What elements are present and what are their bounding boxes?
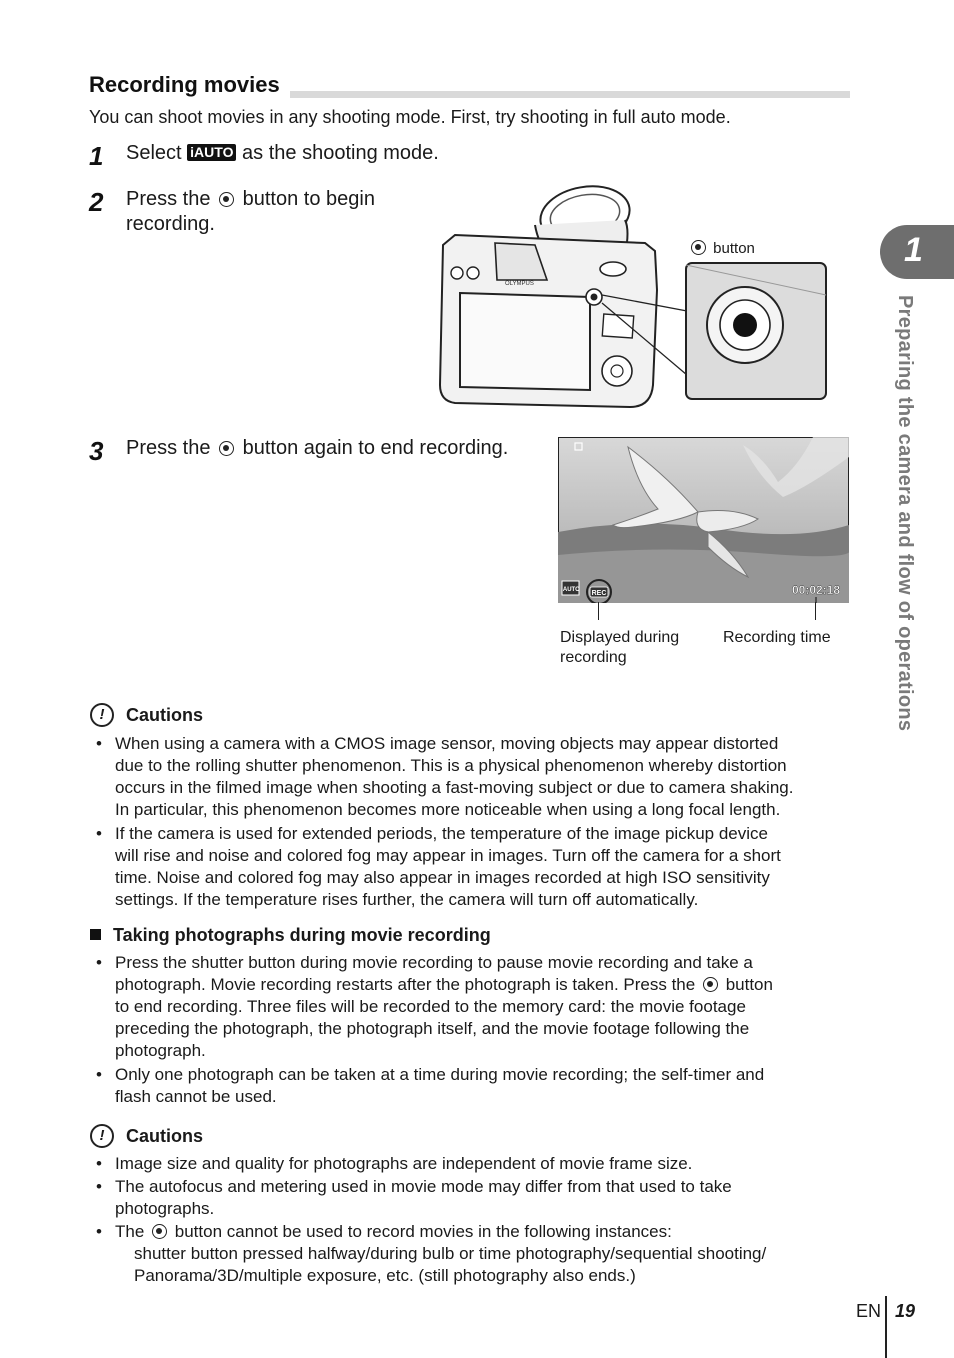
list-item-line: to end recording. Three files will be recorded to the memory card: the movie footage: [115, 997, 746, 1016]
movie-button-icon: [152, 1224, 167, 1239]
caption-line: recording: [560, 649, 627, 666]
list-note-line: Panorama/3D/multiple exposure, etc. (still photography also ends.): [134, 1266, 636, 1285]
recording-time-display: 00:02:18: [791, 583, 841, 597]
photos-list: [89, 952, 859, 1108]
list-item: [89, 1064, 859, 1108]
caution-icon: !: [90, 1124, 114, 1148]
movie-button-icon: [691, 240, 706, 255]
caution-icon: !: [90, 703, 114, 727]
page-number: 19: [895, 1301, 916, 1321]
list-item-line: will rise and noise and colored fog may appear in images. Turn off the camera for a short: [115, 846, 781, 865]
movie-button-callout: [688, 239, 755, 259]
list-item-line: • If the camera is used for extended periods, the temperature of the image pickup device: [115, 824, 768, 843]
list-item-line: time. Noise and colored fog may also appear in images recorded at high ISO sensitivity: [115, 868, 770, 887]
step-2-text-after: button to begin: [242, 188, 375, 210]
list-item: [89, 1153, 859, 1175]
caption-displayed-during-recording: [560, 628, 679, 668]
step-2-text: [126, 187, 375, 237]
list-item-line: settings. If the temperature rises further, the camera will turn off automatically.: [115, 890, 699, 909]
chapter-tab: [880, 225, 954, 279]
list-item-line: [115, 1221, 859, 1243]
cautions-list: [89, 733, 859, 911]
list-item-line: • When using a camera with a CMOS image sensor, moving objects may appear distorted: [115, 734, 779, 753]
list-item-line: photograph.: [115, 1041, 206, 1060]
subsection-title: Taking photographs during movie recording: [113, 925, 491, 945]
recording-screen-photo: [558, 437, 849, 603]
footer-language: EN: [856, 1301, 882, 1321]
list-item-text: button cannot be used to record movies in the following instances:: [174, 1222, 672, 1241]
list-item: [89, 823, 859, 911]
callout-line-time: [815, 602, 816, 620]
step-1-text: [126, 141, 439, 166]
step-2-text-before: Press the: [126, 188, 211, 210]
step-1-number: 1: [89, 141, 104, 171]
movie-button-icon: [219, 192, 234, 207]
step-2-text-line2: recording.: [126, 213, 215, 235]
camera-illustration: [425, 185, 835, 413]
list-item: [89, 733, 859, 821]
list-item: [89, 1221, 859, 1243]
cautions-list-2: [89, 1153, 859, 1287]
list-item-line: photographs.: [115, 1199, 215, 1218]
caption-line: Displayed during: [560, 629, 680, 646]
step-3-text-after: button again to end recording.: [242, 437, 509, 459]
callout-line-rec: [598, 602, 599, 620]
list-item-line: • Image size and quality for photographs are independent of movie frame size.: [115, 1154, 693, 1173]
list-item-line: occurs in the filmed image when shooting a fast-moving subject or due to camera shaking.: [115, 778, 794, 797]
section-heading: Recording movies: [89, 72, 280, 97]
list-item-text: The: [115, 1222, 145, 1241]
movie-button-icon: [219, 441, 234, 456]
list-note-line: shutter button pressed halfway/during bulb or time photography/sequential shooting/: [134, 1244, 767, 1263]
callout-label: button: [713, 240, 755, 257]
chapter-number: 1: [904, 231, 923, 269]
list-item-text: photograph. Movie recording restarts after the photograph is taken. Press the: [115, 975, 696, 994]
list-item: [89, 952, 859, 1062]
subsection-heading: [90, 925, 491, 946]
step-2-number: 2: [89, 187, 104, 217]
list-item-line: • The autofocus and metering used in movie mode may differ from that used to take: [115, 1177, 732, 1196]
step-3-text: [126, 436, 508, 461]
list-item-line: flash cannot be used.: [115, 1087, 277, 1106]
intro-text: You can shoot movies in any shooting mode. First, try shooting in full auto mode.: [89, 107, 731, 127]
camera-brand-text: OLYMPUS: [505, 281, 534, 287]
step-3-number: 3: [89, 436, 104, 466]
caption-recording-time: Recording time: [723, 629, 831, 646]
step-3-text-before: Press the: [126, 437, 211, 459]
list-item-text: button: [725, 975, 773, 994]
step-1-text-before: Select: [126, 142, 182, 164]
list-item-line: preceding the photograph, the photograph itself, and the movie footage following the: [115, 1019, 750, 1038]
heading-rule: [290, 91, 850, 98]
list-note: [89, 1243, 859, 1287]
step-1-text-after: as the shooting mode.: [242, 142, 439, 164]
cautions-heading: Cautions: [126, 705, 204, 725]
list-item-line: In particular, this phenomenon becomes more noticeable when using a long focal length.: [115, 800, 781, 819]
footer-divider: [885, 1296, 887, 1358]
list-item-line: • Press the shutter button during movie recording to pause movie recording and take a: [115, 953, 753, 972]
list-item-line: due to the rolling shutter phenomenon. This is a physical phenomenon whereby distortion: [115, 756, 787, 775]
list-item: [89, 1176, 859, 1220]
iauto-mode-icon: iAUTO: [187, 144, 236, 161]
list-item-line: [115, 974, 859, 996]
movie-button-icon: [703, 977, 718, 992]
cautions-heading: Cautions: [126, 1126, 204, 1146]
chapter-title-vertical: Preparing the camera and flow of operations: [894, 295, 916, 732]
square-bullet-icon: [90, 929, 101, 940]
screen-mode-label: iAUTO: [561, 587, 580, 593]
rec-indicator: REC: [591, 590, 607, 597]
list-item-line: • Only one photograph can be taken at a time during movie recording; the self-timer and: [115, 1065, 765, 1084]
